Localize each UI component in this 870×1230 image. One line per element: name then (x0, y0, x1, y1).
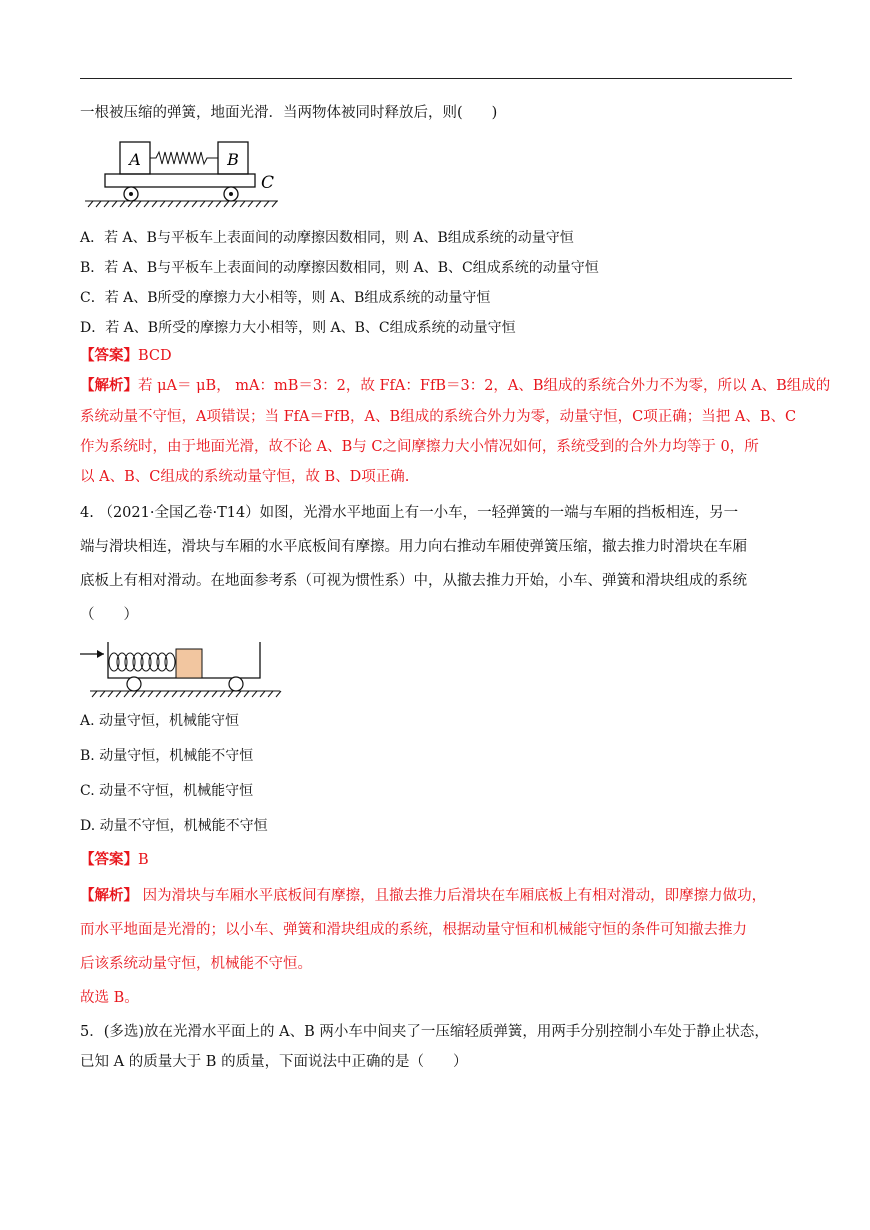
q4-wheel-icon (127, 677, 243, 691)
q4-answer-tag: 【答案】 (80, 851, 138, 868)
q4-analysis-tag: 【解析】 (80, 887, 138, 904)
q4-option-a: A. 动量守恒，机械能守恒 (80, 713, 240, 729)
q3-option-a: A．若 A、B与平板车上表面间的动摩擦因数相同，则 A、B组成系统的动量守恒 (80, 230, 574, 246)
q4-option-c: C. 动量不守恒，机械能守恒 (80, 783, 254, 799)
q4-analysis-line-3: 后该系统动量守恒，机械能不守恒。 (80, 956, 312, 972)
q4-spring-icon (109, 653, 175, 671)
q4-analysis-line-4: 故选 B。 (80, 990, 139, 1006)
q4-stem-line-4: （ ） (80, 607, 138, 623)
q3-block-a (120, 142, 150, 174)
q3-wheel-icon (124, 187, 238, 201)
q3-analysis-line-4: 以 A、B、C组成的系统动量守恒，故 B、D项正确. (80, 469, 410, 485)
q3-analysis-line-2: 系统动量不守恒，A项错误；当 FfA＝FfB，A、B组成的系统合外力为零，动量守恒，C项正确；当把 A、B、C (80, 409, 797, 425)
q3-label-b: B (227, 150, 239, 169)
q4-answer (80, 850, 800, 870)
q3-block-b (218, 142, 248, 174)
q4-ground-hatch (90, 691, 281, 697)
q3-analysis-line-3: 作为系统时，由于地面光滑，故不论 A、B与 C之间摩擦力大小情况如何，系统受到的合外力均等于 0，所 (80, 439, 759, 455)
q5-stem-line-1: 5．(多选)放在光滑水平面上的 A、B 两小车中间夹了一压缩轻质弹簧，用两手分别控制小车处于静止状态， (80, 1024, 769, 1040)
q3-option-d: D．若 A、B所受的摩擦力大小相等，则 A、B、C组成系统的动量守恒 (80, 320, 516, 336)
q3-label-c: C (261, 173, 275, 193)
header-rule (80, 78, 792, 79)
q3-analysis-tag: 【解析】 (80, 377, 138, 394)
q3-label-a: A (129, 150, 141, 169)
q5-stem-line-2: 已知 A 的质量大于 B 的质量，下面说法中正确的是（ ） (80, 1054, 468, 1070)
q3-cart-figure (80, 134, 280, 214)
q4-answer-value: B (138, 852, 149, 868)
q3-answer-tag: 【答案】 (80, 347, 138, 364)
q3-option-b: B．若 A、B与平板车上表面间的动摩擦因数相同，则 A、B、C组成系统的动量守恒 (80, 260, 599, 276)
q3-answer-value: BCD (138, 348, 172, 364)
q3-answer (80, 346, 800, 366)
q4-push-arrow-icon (80, 650, 104, 658)
q3-spring-icon (150, 152, 218, 164)
q4-cart-figure (80, 638, 290, 700)
q4-stem-line-3: 底板上有相对滑动。在地面参考系（可视为惯性系）中，从撤去推力开始，小车、弹簧和滑块组成的系统 (80, 573, 747, 589)
q4-slider-block (176, 649, 202, 678)
q4-stem-line-1: 4. （2021·全国乙卷·T14）如图，光滑水平地面上有一小车，一轻弹簧的一端与车厢的挡板相连，另一 (80, 505, 739, 521)
q4-option-d: D. 动量不守恒，机械能不守恒 (80, 818, 268, 834)
q4-option-b: B. 动量守恒，机械能不守恒 (80, 748, 254, 764)
q4-analysis-line-1: 【解析】 因为滑块与车厢水平底板间有摩擦，且撤去推力后滑块在车厢底板上有相对滑动，即摩擦力做功， (80, 887, 767, 904)
q3-analysis-line-1: 【解析】若 μA＝ μB， mA：mB＝3：2，故 FfA：FfB＝3：2，A、B组成的系统合外力不为零，所以 A、B组成的 (80, 377, 831, 394)
q3-cart-board (105, 174, 255, 187)
q4-stem-line-2: 端与滑块相连，滑块与车厢的水平底板间有摩擦。用力向右推动车厢使弹簧压缩，撤去推力时滑块在车厢 (80, 539, 747, 555)
q3-stem: 一根被压缩的弹簧，地面光滑．当两物体被同时释放后，则( ) (80, 105, 498, 121)
q3-option-c: C．若 A、B所受的摩擦力大小相等，则 A、B组成系统的动量守恒 (80, 290, 491, 306)
q3-ground-hatch (85, 201, 278, 207)
q4-analysis-line-2: 而水平地面是光滑的；以小车、弹簧和滑块组成的系统，根据动量守恒和机械能守恒的条件可知撤去推力 (80, 922, 747, 938)
